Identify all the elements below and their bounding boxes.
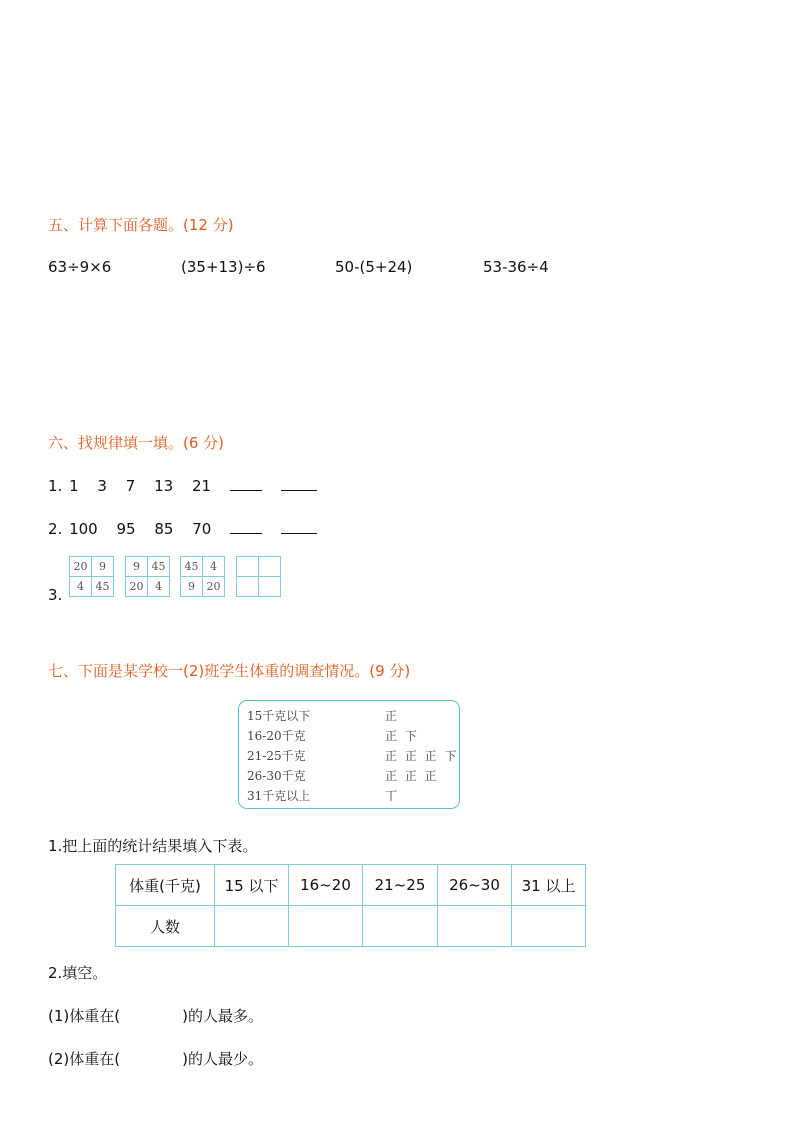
- grid-cell: 20: [203, 577, 225, 597]
- grid-cell: 4: [148, 577, 170, 597]
- answer-blank[interactable]: [230, 519, 262, 534]
- tally-label: 31千克以上: [247, 789, 311, 803]
- fill-blank-1-prefix: (1)体重在(: [48, 1007, 121, 1025]
- question-7-2: 2.填空。: [48, 964, 108, 982]
- grid-cell: 4: [203, 557, 225, 577]
- sequence-2-term: 100: [69, 520, 98, 538]
- tally-chart: [238, 700, 460, 809]
- sequence-1-term: 13: [154, 477, 174, 495]
- number-grid-3: [180, 556, 225, 597]
- tally-marks: 正: [385, 709, 400, 723]
- problem-2: (35+13)÷6: [181, 258, 266, 276]
- answer-blank[interactable]: [281, 519, 317, 534]
- tally-marks: 正 下: [385, 729, 419, 743]
- table-header-cell: 26~30: [438, 865, 512, 906]
- tally-label: 21-25千克: [247, 749, 306, 763]
- grid-answer-cell[interactable]: [259, 557, 281, 577]
- grid-cell: 9: [181, 577, 203, 597]
- question-7-1: 1.把上面的统计结果填入下表。: [48, 837, 258, 855]
- grid-cell: 45: [92, 577, 114, 597]
- sequence-1-term: 21: [191, 477, 212, 495]
- fill-blank-2-prefix: (2)体重在(: [48, 1050, 121, 1068]
- sequence-2-term: 85: [154, 520, 174, 538]
- section-5-heading: 五、计算下面各题。(12 分): [48, 216, 234, 234]
- number-grid-2: [125, 556, 170, 597]
- fill-blank-1-suffix: )的人最多。: [182, 1007, 263, 1025]
- sequence-2-label: 2.: [48, 520, 63, 538]
- grid-answer-cell[interactable]: [237, 577, 259, 597]
- tally-marks: 正 正 正 下: [385, 749, 459, 763]
- table-header-cell: 15 以下: [215, 865, 289, 906]
- table-header-cell: 16~20: [289, 865, 363, 906]
- tally-marks: 丅: [385, 789, 400, 803]
- number-grid-answer: [236, 556, 281, 597]
- fill-blank-2: [48, 1048, 263, 1069]
- grid-answer-cell[interactable]: [237, 557, 259, 577]
- tally-label: 16-20千克: [247, 729, 306, 743]
- table-answer-cell[interactable]: [512, 906, 586, 947]
- tally-label: 26-30千克: [247, 769, 306, 783]
- sequence-2-term: 70: [192, 520, 212, 538]
- problem-4: 53-36÷4: [483, 258, 549, 276]
- table-row-label: 人数: [116, 906, 215, 947]
- table-answer-cell[interactable]: [438, 906, 512, 947]
- grid-cell: 20: [70, 557, 92, 577]
- grid-cell: 45: [148, 557, 170, 577]
- fill-blank-2-suffix: )的人最少。: [182, 1050, 263, 1068]
- answer-blank[interactable]: [281, 476, 317, 491]
- table-header-cell: 体重(千克): [116, 865, 215, 906]
- section-6-heading: 六、找规律填一填。(6 分): [48, 434, 225, 452]
- grid-question-label: 3.: [48, 586, 63, 604]
- sequence-1-term: 7: [125, 477, 136, 495]
- table-answer-cell[interactable]: [215, 906, 289, 947]
- sequence-1: [48, 476, 317, 495]
- tally-label: 15千克以下: [247, 709, 311, 723]
- grid-cell: 45: [181, 557, 203, 577]
- table-header-cell: 21~25: [363, 865, 438, 906]
- sequence-1-term: 1: [69, 477, 79, 495]
- sequence-2: [48, 519, 317, 538]
- grid-answer-cell[interactable]: [259, 577, 281, 597]
- fill-blank-1: [48, 1005, 263, 1026]
- grid-cell: 4: [70, 577, 92, 597]
- table-row: [116, 906, 586, 947]
- table-header-row: [116, 865, 586, 906]
- grid-cell: 9: [92, 557, 114, 577]
- table-answer-cell[interactable]: [363, 906, 438, 947]
- table-answer-cell[interactable]: [289, 906, 363, 947]
- problem-1: 63÷9×6: [48, 258, 112, 276]
- tally-marks: 正 正 正: [385, 769, 439, 783]
- sequence-1-term: 3: [97, 477, 107, 495]
- answer-blank[interactable]: [230, 476, 262, 491]
- weight-table: [115, 864, 586, 947]
- sequence-2-term: 95: [116, 520, 136, 538]
- grid-cell: 20: [126, 577, 148, 597]
- sequence-1-label: 1.: [48, 477, 63, 495]
- number-grid-1: [69, 556, 114, 597]
- grid-cell: 9: [126, 557, 148, 577]
- section-7-heading: 七、下面是某学校一(2)班学生体重的调查情况。(9 分): [48, 662, 411, 680]
- table-header-cell: 31 以上: [512, 865, 586, 906]
- problem-3: 50-(5+24): [335, 258, 413, 276]
